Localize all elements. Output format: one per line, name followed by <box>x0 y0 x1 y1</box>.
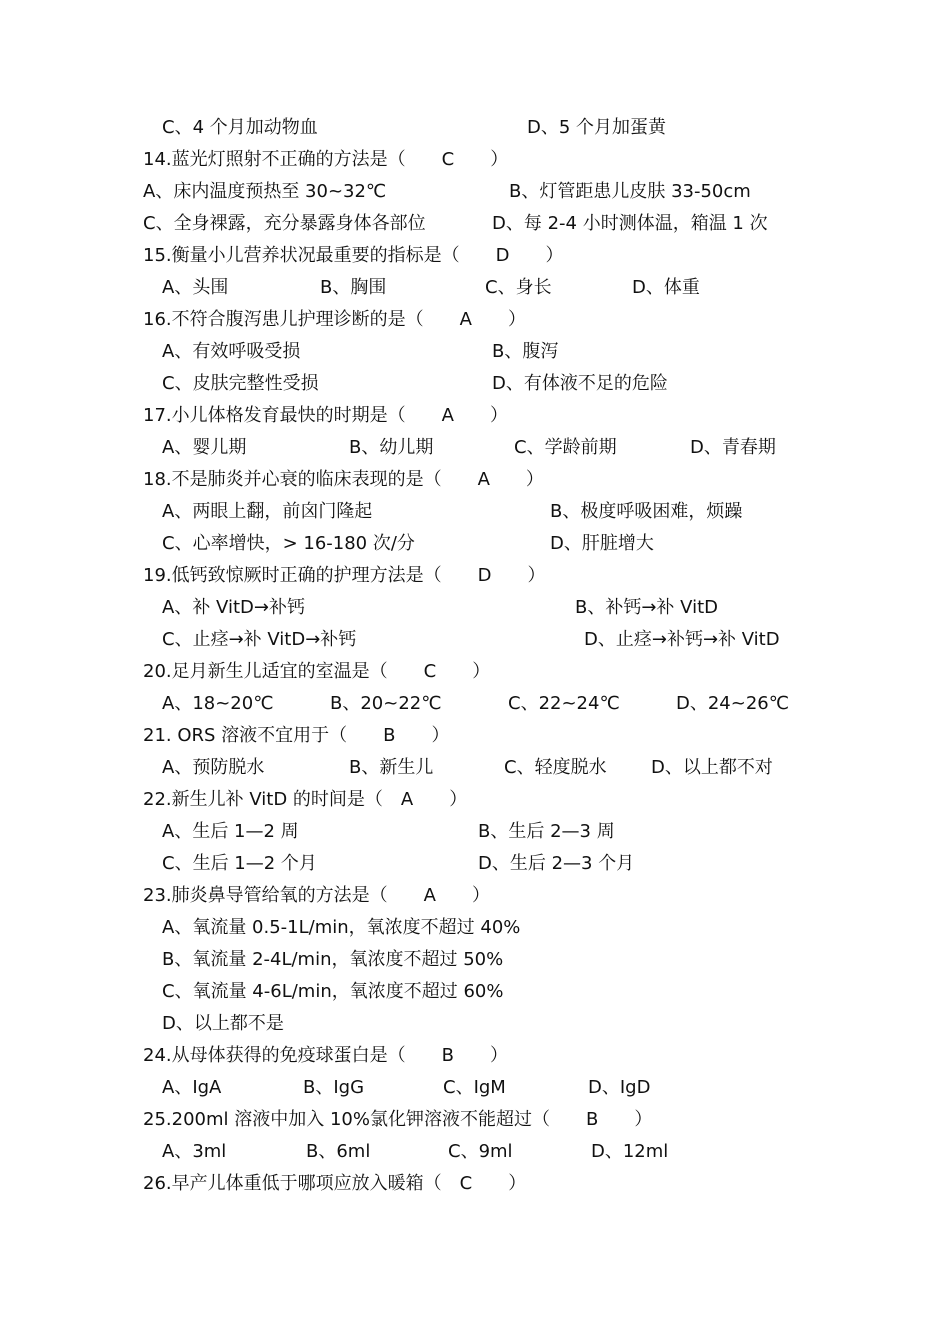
question-text: 17.小儿体格发育最快的时期是（ A ） <box>143 405 508 426</box>
option-line <box>0 532 950 564</box>
answer-option: C、22~24℃ <box>508 693 620 714</box>
answer-option: A、有效呼吸受损 <box>162 341 301 362</box>
option-line <box>0 948 950 980</box>
option-line <box>0 1076 950 1108</box>
option-line <box>0 436 950 468</box>
question-line <box>0 564 950 596</box>
answer-option: B、20~22℃ <box>330 693 442 714</box>
question-text: 15.衡量小儿营养状况最重要的指标是（ D ） <box>143 245 564 266</box>
answer-option: A、头围 <box>162 277 229 298</box>
answer-option: D、肝脏增大 <box>550 533 654 554</box>
question-line <box>0 788 950 820</box>
question-text: 18.不是肺炎并心衰的临床表现的是（ A ） <box>143 469 544 490</box>
option-line <box>0 980 950 1012</box>
answer-option: A、3ml <box>162 1141 227 1162</box>
answer-option: C、氧流量 4-6L/min，氧浓度不超过 60% <box>162 981 504 1002</box>
option-line <box>0 500 950 532</box>
answer-option: C、IgM <box>443 1077 506 1098</box>
option-line <box>0 852 950 884</box>
answer-option: A、床内温度预热至 30~32℃ <box>143 181 387 202</box>
question-line <box>0 244 950 276</box>
answer-option: B、氧流量 2-4L/min，氧浓度不超过 50% <box>162 949 504 970</box>
answer-option: D、5 个月加蛋黄 <box>527 117 667 138</box>
option-line <box>0 628 950 660</box>
question-text: 21. ORS 溶液不宜用于（ B ） <box>143 725 450 746</box>
question-line <box>0 148 950 180</box>
question-line <box>0 1044 950 1076</box>
question-line <box>0 308 950 340</box>
answer-option: D、有体液不足的危险 <box>492 373 668 394</box>
question-text: 19.低钙致惊厥时正确的护理方法是（ D ） <box>143 565 546 586</box>
answer-option: C、生后 1—2 个月 <box>162 853 317 874</box>
answer-option: B、胸围 <box>320 277 387 298</box>
answer-option: A、婴儿期 <box>162 437 247 458</box>
answer-option: A、IgA <box>162 1077 222 1098</box>
question-text: 20.足月新生儿适宜的室温是（ C ） <box>143 661 491 682</box>
question-text: 26.早产儿体重低于哪项应放入暖箱（ C ） <box>143 1173 527 1194</box>
question-line <box>0 468 950 500</box>
answer-option: C、轻度脱水 <box>504 757 607 778</box>
answer-option: D、IgD <box>588 1077 651 1098</box>
answer-option: C、学龄前期 <box>514 437 617 458</box>
answer-option: A、两眼上翻，前囟门隆起 <box>162 501 373 522</box>
option-line <box>0 916 950 948</box>
answer-option: A、氧流量 0.5-1L/min，氧浓度不超过 40% <box>162 917 521 938</box>
answer-option: B、IgG <box>303 1077 365 1098</box>
answer-option: A、18~20℃ <box>162 693 274 714</box>
answer-option: D、24~26℃ <box>676 693 789 714</box>
option-line <box>0 372 950 404</box>
answer-option: C、止痉→补 VitD→补钙 <box>162 629 357 650</box>
question-text: 22.新生儿补 VitD 的时间是（ A ） <box>143 789 468 810</box>
answer-option: D、12ml <box>591 1141 669 1162</box>
option-line <box>0 180 950 212</box>
option-line <box>0 596 950 628</box>
question-line <box>0 660 950 692</box>
answer-option: D、生后 2—3 个月 <box>478 853 635 874</box>
question-text: 14.蓝光灯照射不正确的方法是（ C ） <box>143 149 509 170</box>
option-line <box>0 692 950 724</box>
option-line <box>0 340 950 372</box>
question-line <box>0 724 950 756</box>
option-line <box>0 820 950 852</box>
answer-option: B、6ml <box>306 1141 371 1162</box>
answer-option: D、体重 <box>632 277 700 298</box>
answer-option: C、心率增快，> 16-180 次/分 <box>162 533 415 554</box>
answer-option: A、预防脱水 <box>162 757 265 778</box>
question-text: 24.从母体获得的免疫球蛋白是（ B ） <box>143 1045 508 1066</box>
answer-option: C、身长 <box>485 277 552 298</box>
answer-option: D、止痉→补钙→补 VitD <box>584 629 780 650</box>
question-line <box>0 884 950 916</box>
answer-option: B、灯管距患儿皮肤 33-50cm <box>509 181 751 202</box>
answer-option: C、4 个月加动物血 <box>162 117 318 138</box>
answer-option: B、生后 2—3 周 <box>478 821 615 842</box>
answer-option: B、幼儿期 <box>349 437 434 458</box>
answer-option: A、生后 1—2 周 <box>162 821 299 842</box>
answer-option: C、全身裸露，充分暴露身体各部位 <box>143 213 426 234</box>
answer-option: D、青春期 <box>690 437 776 458</box>
option-line <box>0 756 950 788</box>
answer-option: B、腹泻 <box>492 341 559 362</box>
answer-option: B、补钙→补 VitD <box>575 597 718 618</box>
question-text: 25.200ml 溶液中加入 10%氯化钾溶液不能超过（ B ） <box>143 1109 653 1130</box>
question-text: 16.不符合腹泻患儿护理诊断的是（ A ） <box>143 309 526 330</box>
question-line <box>0 404 950 436</box>
option-line <box>0 116 950 148</box>
question-text: 23.肺炎鼻导管给氧的方法是（ A ） <box>143 885 490 906</box>
answer-option: C、皮肤完整性受损 <box>162 373 319 394</box>
answer-option: D、以上都不是 <box>162 1013 284 1034</box>
answer-option: B、极度呼吸困难，烦躁 <box>550 501 743 522</box>
option-line <box>0 1140 950 1172</box>
option-line <box>0 276 950 308</box>
answer-option: D、每 2-4 小时测体温，箱温 1 次 <box>492 213 768 234</box>
option-line <box>0 212 950 244</box>
question-line <box>0 1108 950 1140</box>
answer-option: B、新生儿 <box>349 757 434 778</box>
question-line <box>0 1172 950 1204</box>
answer-option: D、以上都不对 <box>651 757 773 778</box>
option-line <box>0 1012 950 1044</box>
answer-option: A、补 VitD→补钙 <box>162 597 305 618</box>
answer-option: C、9ml <box>448 1141 513 1162</box>
